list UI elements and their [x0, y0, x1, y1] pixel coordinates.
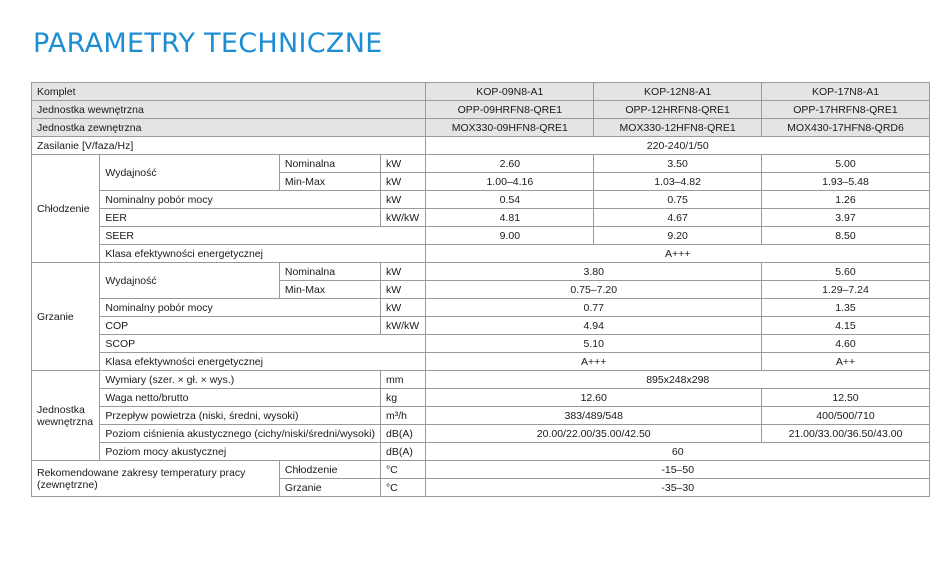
table-row [32, 119, 930, 137]
indoor-model-cell: OPP-17HRFN8-QRE1 [762, 101, 930, 119]
dimensions-label: Wymiary (szer. × gł. × wys.) [100, 371, 381, 389]
table-row [32, 461, 930, 479]
unit-cell: kW [380, 155, 425, 173]
model-cell: KOP-09N8-A1 [426, 83, 594, 101]
table-row [32, 245, 930, 263]
page-title: PARAMETRY TECHNICZNE [33, 28, 383, 59]
value-cell: 60 [426, 443, 930, 461]
unit-cell: dB(A) [380, 443, 425, 461]
scop-label: SCOP [100, 335, 426, 353]
table-row [32, 191, 930, 209]
outdoor-model-cell: MOX330-09HFN8-QRE1 [426, 119, 594, 137]
energy-class-value: A+++ [426, 353, 762, 371]
power-consumption-label: Nominalny pobór mocy [100, 191, 381, 209]
model-cell: KOP-12N8-A1 [594, 83, 762, 101]
komplet-label: Komplet [32, 83, 426, 101]
value-cell: 4.81 [426, 209, 594, 227]
table-row [32, 83, 930, 101]
value-cell: 21.00/33.00/36.50/43.00 [762, 425, 930, 443]
unit-cell: mm [380, 371, 425, 389]
value-cell: 1.29–7.24 [762, 281, 930, 299]
table-row [32, 227, 930, 245]
value-cell: 0.75–7.20 [426, 281, 762, 299]
value-cell: 0.54 [426, 191, 594, 209]
unit-cell: kW [380, 173, 425, 191]
cooling-section-label: Chłodzenie [32, 155, 100, 263]
value-cell: 1.93–5.48 [762, 173, 930, 191]
sound-power-label: Poziom mocy akustycznej [100, 443, 381, 461]
seer-label: SEER [100, 227, 426, 245]
value-cell: 3.80 [426, 263, 762, 281]
value-cell: 0.77 [426, 299, 762, 317]
value-cell: 5.10 [426, 335, 762, 353]
capacity-label: Wydajność [100, 155, 280, 191]
value-cell: 1.35 [762, 299, 930, 317]
power-supply-label: Zasilanie [V/faza/Hz] [32, 137, 426, 155]
value-cell: 9.00 [426, 227, 594, 245]
unit-cell: kW/kW [380, 209, 425, 227]
table-row [32, 137, 930, 155]
outdoor-unit-label: Jednostka zewnętrzna [32, 119, 426, 137]
eer-label: EER [100, 209, 381, 227]
unit-cell: kW [380, 281, 425, 299]
value-cell: 1.03–4.82 [594, 173, 762, 191]
value-cell: 5.00 [762, 155, 930, 173]
value-cell: 20.00/22.00/35.00/42.50 [426, 425, 762, 443]
unit-cell: °C [380, 479, 425, 497]
nominal-label: Nominalna [279, 263, 380, 281]
unit-cell: °C [380, 461, 425, 479]
nominal-label: Nominalna [279, 155, 380, 173]
table-row [32, 101, 930, 119]
value-cell: 3.50 [594, 155, 762, 173]
table-row [32, 317, 930, 335]
table-row [32, 407, 930, 425]
unit-cell: dB(A) [380, 425, 425, 443]
value-cell: 4.60 [762, 335, 930, 353]
model-cell: KOP-17N8-A1 [762, 83, 930, 101]
outdoor-model-cell: MOX430-17HFN8-QRD6 [762, 119, 930, 137]
value-cell: 4.67 [594, 209, 762, 227]
spec-table [31, 82, 930, 497]
table-row [32, 425, 930, 443]
value-cell: 9.20 [594, 227, 762, 245]
indoor-model-cell: OPP-12HRFN8-QRE1 [594, 101, 762, 119]
table-row [32, 353, 930, 371]
value-cell: -35–30 [426, 479, 930, 497]
value-cell: 383/489/548 [426, 407, 762, 425]
power-consumption-label: Nominalny pobór mocy [100, 299, 381, 317]
unit-cell: m³/h [380, 407, 425, 425]
unit-cell: kg [380, 389, 425, 407]
sound-pressure-label: Poziom ciśnienia akustycznego (cichy/niski/średni/wysoki) [100, 425, 381, 443]
value-cell: 3.97 [762, 209, 930, 227]
heating-label: Grzanie [279, 479, 380, 497]
value-cell: 895x248x298 [426, 371, 930, 389]
weight-label: Waga netto/brutto [100, 389, 381, 407]
airflow-label: Przepływ powietrza (niski, średni, wysoki) [100, 407, 381, 425]
table-row [32, 443, 930, 461]
energy-class-label: Klasa efektywności energetycznej [100, 245, 426, 263]
unit-cell: kW [380, 299, 425, 317]
value-cell: 2.60 [426, 155, 594, 173]
cooling-label: Chłodzenie [279, 461, 380, 479]
table-row [32, 209, 930, 227]
unit-cell: kW/kW [380, 317, 425, 335]
value-cell: 12.50 [762, 389, 930, 407]
indoor-model-cell: OPP-09HRFN8-QRE1 [426, 101, 594, 119]
table-row [32, 263, 930, 281]
value-cell: 0.75 [594, 191, 762, 209]
minmax-label: Min-Max [279, 173, 380, 191]
energy-class-value: A+++ [426, 245, 930, 263]
table-row [32, 389, 930, 407]
table-row [32, 335, 930, 353]
capacity-label: Wydajność [100, 263, 280, 299]
value-cell: 5.60 [762, 263, 930, 281]
value-cell: 4.15 [762, 317, 930, 335]
table-row [32, 299, 930, 317]
value-cell: 8.50 [762, 227, 930, 245]
value-cell: 1.00–4.16 [426, 173, 594, 191]
unit-cell: kW [380, 191, 425, 209]
unit-cell: kW [380, 263, 425, 281]
table-row [32, 371, 930, 389]
cop-label: COP [100, 317, 381, 335]
energy-class-label: Klasa efektywności energetycznej [100, 353, 426, 371]
temperature-range-label: Rekomendowane zakresy temperatury pracy (zewnętrzne) [32, 461, 280, 497]
value-cell: 1.26 [762, 191, 930, 209]
minmax-label: Min-Max [279, 281, 380, 299]
energy-class-value: A++ [762, 353, 930, 371]
value-cell: 4.94 [426, 317, 762, 335]
value-cell: -15–50 [426, 461, 930, 479]
power-supply-value: 220-240/1/50 [426, 137, 930, 155]
table-row [32, 155, 930, 173]
value-cell: 400/500/710 [762, 407, 930, 425]
heating-section-label: Grzanie [32, 263, 100, 371]
outdoor-model-cell: MOX330-12HFN8-QRE1 [594, 119, 762, 137]
indoor-unit-label: Jednostka wewnętrzna [32, 101, 426, 119]
indoor-section-label: Jednostka wewnętrzna [32, 371, 100, 461]
value-cell: 12.60 [426, 389, 762, 407]
